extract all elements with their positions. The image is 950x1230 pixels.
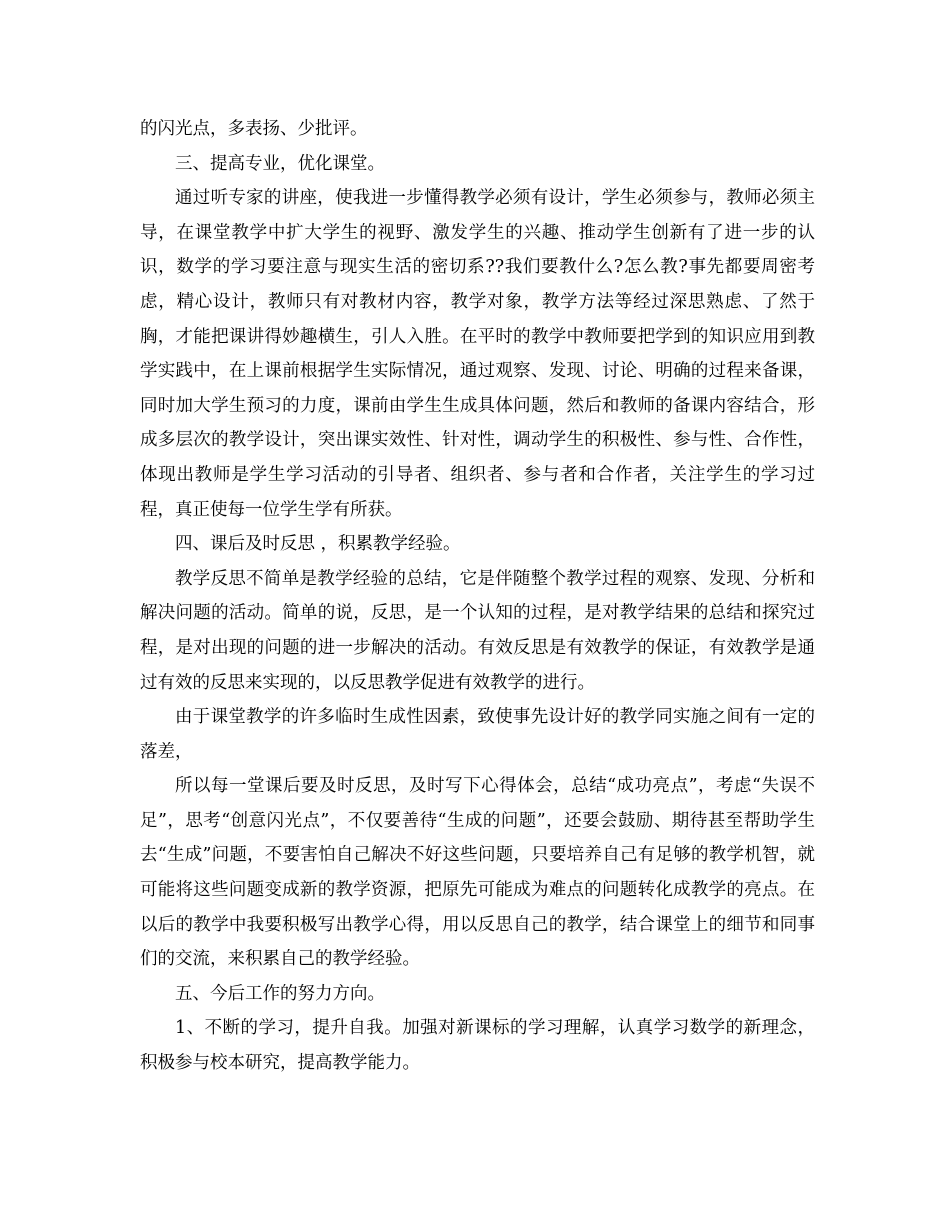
section-heading-4: 四、课后及时反思 ，积累教学经验。 [175, 534, 461, 555]
paragraph-classroom-factors: 由于课堂教学的许多临时生成性因素，致使事先设计好的教学同实施之间有一定的落差， [140, 707, 815, 762]
section-heading-3: 三、提高专业，优化课堂。 [175, 153, 385, 174]
paragraph-after-class-reflection: 所以每一堂课后要及时反思，及时写下心得体会，总结“成功亮点”，考虑“失误不足”，思考“创意闪光点”，不仅要善待“生成的问题”，还要会鼓励、期待甚至帮助学生去“生成”问题，不要害怕自己解决不好这些问题，只要培养自己有足够的教学机智，就可能将这些问题变成新的教学资源，把原先可能成为难点的问题转化成教学的亮点。在以后的教学中我要积极写出教学心得，用以反思自己的教学，结合课堂上的细节和同事们的交流，来积累自己的教学经验。 [140, 776, 815, 970]
paragraph-continuous-learning: 1、不断的学习，提升自我。加强对新课标的学习理解，认真学习数学的新理念，积极参与校本研究，提高教学能力。 [140, 1018, 815, 1074]
section-heading-5: 五、今后工作的努力方向。 [175, 983, 385, 1004]
paragraph-teaching-reflection: 教学反思不简单是教学经验的总结，它是伴随整个教学过程的观察、发现、分析和解决问题的活动。简单的说，反思，是一个认知的过程，是对教学结果的总结和探究过程，是对出现的问题的进一步解决的活动。有效反思是有效教学的保证，有效教学是通过有效的反思来实现的，以反思教学促进有效教学的进行。 [140, 568, 815, 693]
document-page [140, 112, 815, 1081]
paragraph-continuation: 的闪光点，多表扬、少批评。 [140, 119, 368, 139]
paragraph-expert-lecture: 通过听专家的讲座，使我进一步懂得教学必须有设计，学生必须参与，教师必须主导，在课堂教学中扩大学生的视野、激发学生的兴趣、推动学生创新有了进一步的认识，数学的学习要注意与现实生活的密切系??我们要教什么?怎么教?事先都要周密考虑，精心设计，教师只有对教材内容，教学对象，教学方法等经过深思熟虑、了然于胸，才能把课讲得妙趣横生，引人入胜。在平时的教学中教师要把学到的知识应用到教学实践中，在上课前根据学生实际情况，通过观察、发现、讨论、明确的过程来备课，同时加大学生预习的力度，课前由学生生成具体问题，然后和教师的备课内容结合，形成多层次的教学设计，突出课实效性、针对性，调动学生的积极性、参与性、合作性，体现出教师是学生学习活动的引导者、组织者、参与者和合作者，关注学生的学习过程，真正使每一位学生学有所获。 [140, 188, 815, 520]
